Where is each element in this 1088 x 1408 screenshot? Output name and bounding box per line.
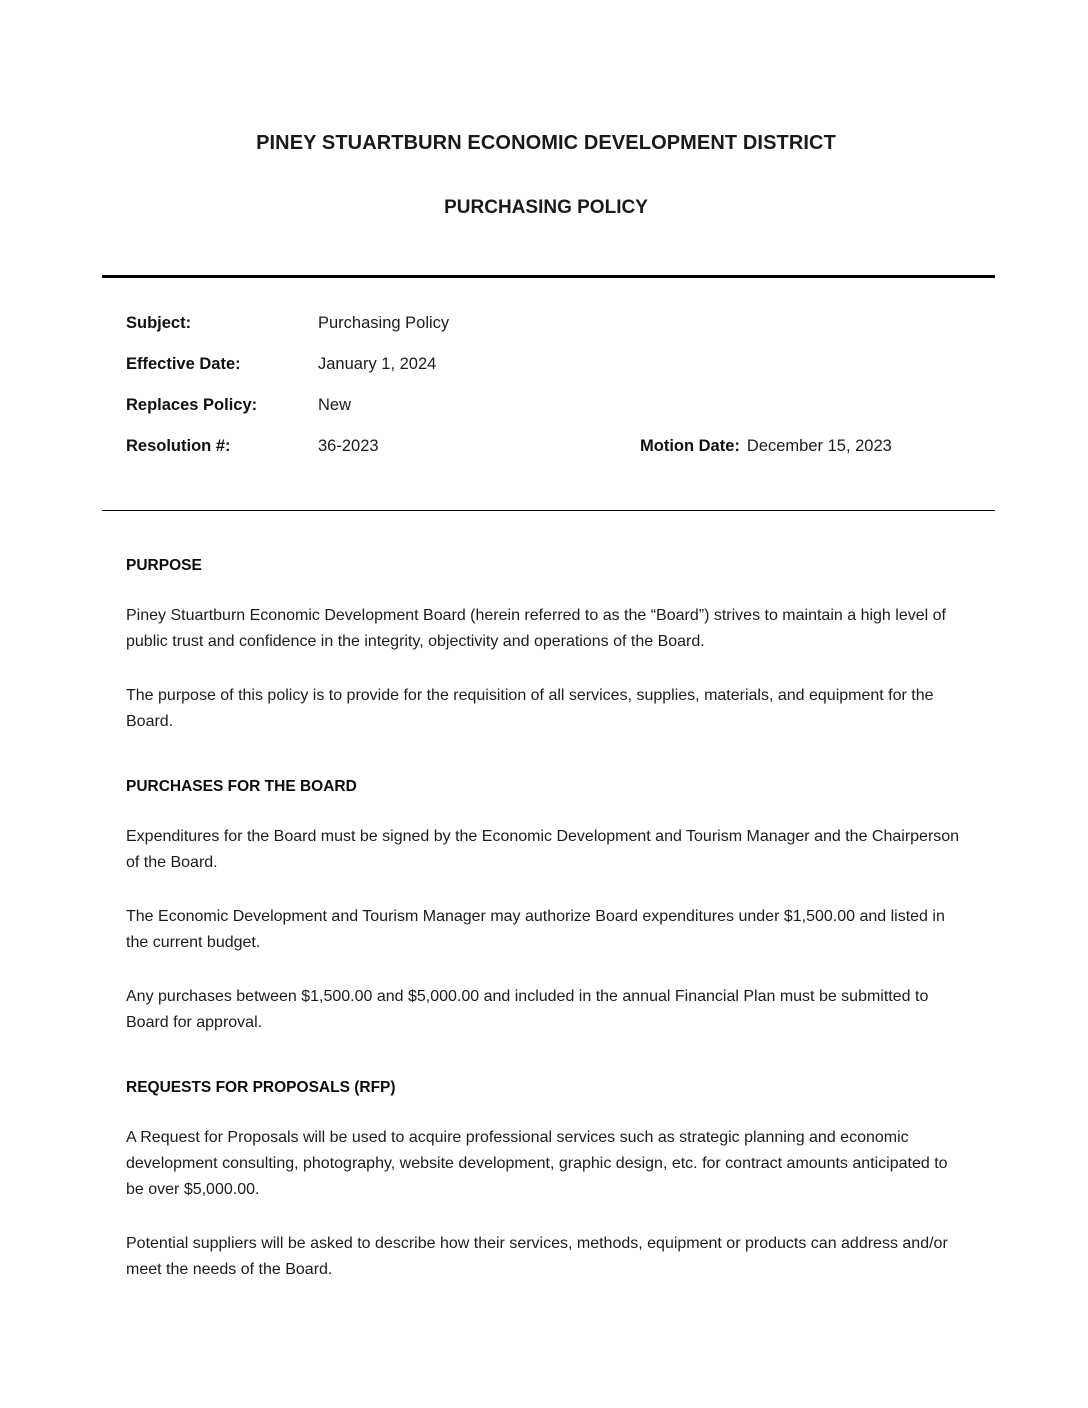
meta-value-resolution-number: 36-2023 bbox=[318, 436, 379, 455]
meta-label-resolution-number: Resolution #: bbox=[126, 436, 231, 455]
meta-value-motion-date: December 15, 2023 bbox=[746, 436, 892, 455]
divider-bottom bbox=[102, 510, 995, 511]
meta-label-replaces-policy: Replaces Policy: bbox=[126, 395, 258, 414]
metadata-block bbox=[126, 314, 966, 478]
meta-label-effective-date: Effective Date: bbox=[126, 354, 241, 373]
document-page bbox=[126, 0, 966, 1283]
paragraph: The Economic Development and Tourism Manager may authorize Board expenditures under $1,500.00 and listed in the current budget. bbox=[126, 907, 945, 951]
document-title-policy: PURCHASING POLICY bbox=[444, 197, 648, 218]
paragraph: Expenditures for the Board must be signed by the Economic Development and Tourism Manager and the Chairperson of the Board. bbox=[126, 827, 960, 871]
meta-value-effective-date: January 1, 2024 bbox=[318, 354, 437, 373]
document-title-district: PINEY STUARTBURN ECONOMIC DEVELOPMENT DISTRICT bbox=[256, 132, 836, 154]
meta-label-subject: Subject: bbox=[126, 313, 192, 332]
paragraph: Any purchases between $1,500.00 and $5,000.00 and included in the annual Financial Plan must be submitted to Board for approval. bbox=[126, 987, 929, 1031]
meta-label-motion-date: Motion Date: bbox=[640, 436, 740, 455]
section-purchases-for-the-board bbox=[126, 778, 966, 1036]
section-requests-for-proposals bbox=[126, 1079, 966, 1283]
paragraph: A Request for Proposals will be used to acquire professional services such as strategic planning and economic development consulting, photography, website development, graphic design, etc. for contract amounts anticipated to be over $5,000.00. bbox=[126, 1128, 948, 1198]
meta-row-resolution bbox=[126, 437, 966, 478]
paragraph: Piney Stuartburn Economic Development Board (herein referred to as the “Board”) strives to maintain a high level of public trust and confidence in the integrity, objectivity and operations of the Board. bbox=[126, 606, 946, 650]
divider-top bbox=[102, 275, 995, 278]
meta-row-effective-date bbox=[126, 355, 966, 396]
section-purpose bbox=[126, 557, 966, 735]
meta-value-subject: Purchasing Policy bbox=[318, 313, 450, 332]
section-heading-purchases: PURCHASES FOR THE BOARD bbox=[126, 777, 357, 795]
paragraph: The purpose of this policy is to provide for the requisition of all services, supplies, materials, and equipment for the Board. bbox=[126, 686, 934, 730]
meta-value-replaces-policy: New bbox=[318, 395, 352, 414]
section-heading-rfp: REQUESTS FOR PROPOSALS (RFP) bbox=[126, 1078, 396, 1096]
meta-row-subject bbox=[126, 314, 966, 355]
paragraph: Potential suppliers will be asked to describe how their services, methods, equipment or products can address and/or meet the needs of the Board. bbox=[126, 1234, 948, 1278]
section-heading-purpose: PURPOSE bbox=[126, 556, 202, 574]
meta-row-replaces-policy bbox=[126, 396, 966, 437]
